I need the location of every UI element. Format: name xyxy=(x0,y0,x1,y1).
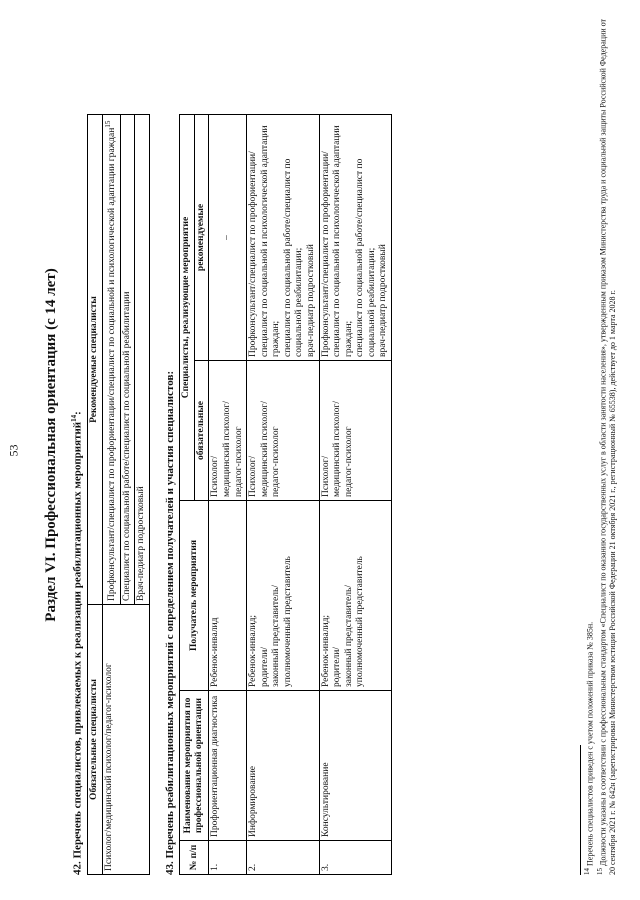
measure-name: Профориентационная диагностика xyxy=(209,691,247,841)
mandatory-specialists-cell: Психолог/медицинский психолог/педагог-психолог xyxy=(102,605,149,875)
rotated-page-content xyxy=(40,15,620,875)
table-row xyxy=(209,114,247,874)
measure-name: Консультирование xyxy=(319,691,391,841)
recommended-specialist: Специалист по социальной работе/специалист по социальной реабилитации xyxy=(120,115,135,605)
measures-table xyxy=(179,114,392,875)
footnote: $^{14}$ Перечень специалистов приведен с учетом положений приказа № 385н. xyxy=(583,621,595,875)
footnotes xyxy=(580,15,618,875)
footnote-divider xyxy=(580,745,581,875)
header-recipient: Получатель мероприятия xyxy=(180,501,209,691)
recommended-specialists: – xyxy=(209,114,247,360)
measure-name: Информирование xyxy=(247,691,319,841)
mandatory-specialists: Психолог/ медицинский психолог/ педагог-психолог xyxy=(319,361,391,501)
mandatory-specialists: Психолог/ медицинский психолог/ педагог-психолог xyxy=(209,361,247,501)
header-recommended: рекомендуемые xyxy=(194,114,209,360)
recommended-specialists: Профконсультант/специалист по профориентации/специалист по социальной и психологической адаптации граждан; специалист по социальной работе/специалист по социальной реабилитации; врач-педиатр подростковый xyxy=(247,114,319,360)
recipient: Ребенок-инвалид xyxy=(209,501,247,691)
header-mandatory-specialists: Обязательные специалисты xyxy=(88,605,103,875)
header-num: № п/п xyxy=(180,841,209,875)
list43-title: 43. Перечень реабилитационных мероприятий с определением получателей и участия специалистов: xyxy=(163,370,176,875)
row-num: 1. xyxy=(209,841,247,875)
section-title: Раздел VI. Профессиональная ориентация (с 14 лет) xyxy=(43,268,59,622)
recommended-specialists: Профконсультант/специалист по профориентации/специалист по социальной и психологической адаптации граждан; специалист по социальной работе/специалист по социальной реабилитации; врач-педиатр подростковый xyxy=(319,114,391,360)
header-recommended-specialists: Рекомендуемые специалисты xyxy=(88,115,103,605)
header-mandatory: обязательные xyxy=(194,361,209,501)
list42-title: 42. Перечень специалистов, привлекаемых к реализации реабилитационных мероприятий$^{14}$: xyxy=(70,411,84,875)
row-num: 2. xyxy=(247,841,319,875)
specialists-table xyxy=(87,114,149,875)
recipient: Ребенок-инвалид; родители/ законный представитель/ уполномоченный представитель xyxy=(247,501,319,691)
recipient: Ребенок-инвалид; родители/ законный представитель/ уполномоченный представитель xyxy=(319,501,391,691)
table-row xyxy=(319,114,391,874)
page-number: 53 xyxy=(6,444,21,456)
mandatory-specialists: Психолог/ медицинский психолог/ педагог-психолог xyxy=(247,361,319,501)
header-specialists: Специалисты, реализующие мероприятие xyxy=(180,114,195,500)
recommended-specialist: Врач-педиатр подростковый xyxy=(135,115,150,605)
header-measure-name: Наименование мероприятия по профессиональной ориентации xyxy=(180,691,209,841)
footnote: $^{15}$ Должности указаны в соответствии с профессиональным стандартом «Специалист по оказанию государственных услуг в области занятости населения», утвержденным приказом Министерства труда и социальной защиты Российской Федерации от 20 сентября 2021 г. № 642н (зарегистрирован Министерством юстиции Российской Федерации 21 октября 2021 г., регистрационный № 65538), действует до 1 марта 2028 г. xyxy=(595,18,618,875)
table-row xyxy=(247,114,319,874)
row-num: 3. xyxy=(319,841,391,875)
recommended-specialist: Профконсультант/специалист по профориентации/специалист по социальной и психологической адаптации граждан$^{15}$ xyxy=(102,115,120,605)
